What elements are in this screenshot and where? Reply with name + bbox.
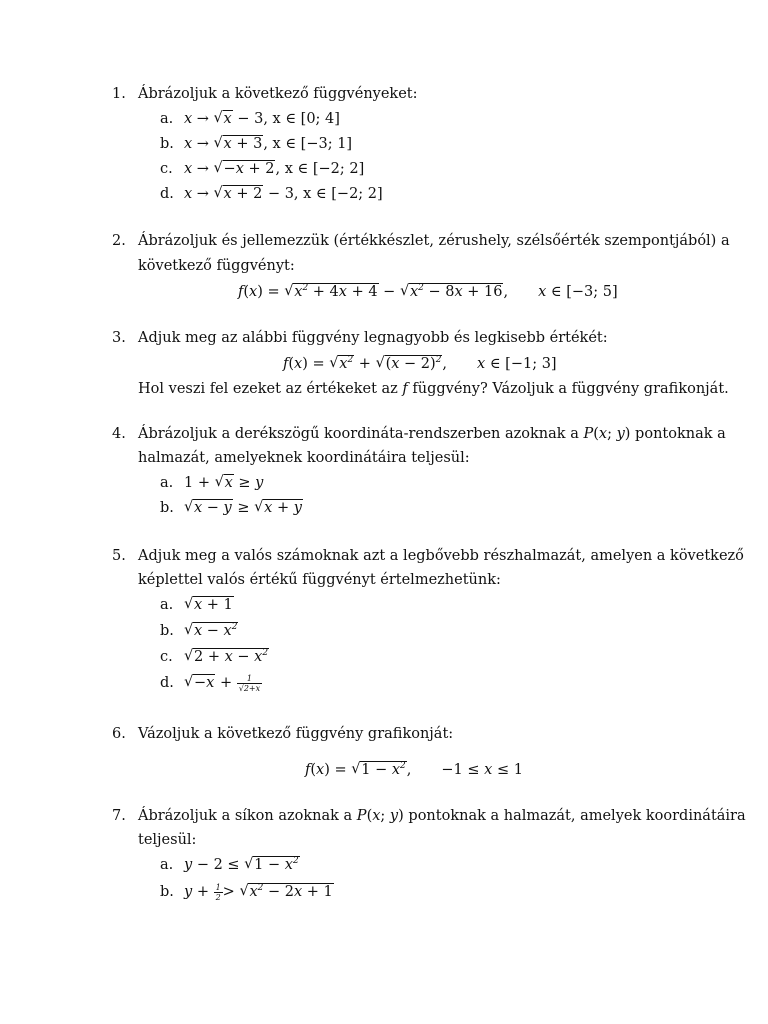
problem-followup: Hol veszi fel ezeket az értékeket az f függvény? Vázoljuk a függvény grafikonját. [138,381,729,397]
formula: f(x) = √ $x^2 + 4x + 4$ − √ $x^2 - 8x + 16$, x ∈ [−3; 5] [238,282,618,302]
item-expression: √ $x - x^2$ [184,621,238,641]
problem-text: halmazát, amelyeknek koordinátáira teljesül: [138,450,470,466]
item-label: a. [160,857,174,873]
item-label: b. [160,623,174,639]
problem-text: Vázoljuk a következő függvény grafikonját: [138,726,454,742]
item-label: c. [160,161,173,177]
problem-number: 3. [112,330,126,346]
item-expression: x → √ x + 3, x ∈ [−3; 1] [184,134,352,154]
problem-number: 4. [112,426,126,442]
item-expression: x → √ −x + 2, x ∈ [−2; 2] [184,159,364,179]
problem-text: Adjuk meg a valós számoknak azt a legbővebb részhalmazát, amelyen a következő [138,548,744,564]
problem-text: Ábrázoljuk és jellemezzük (értékkészlet, zérushely, szélsőérték szempontjából) a [138,233,730,249]
problem-number: 2. [112,233,126,249]
item-label: a. [160,475,174,491]
item-expression [184,109,340,129]
item-expression: x → √ x + 2 − 3, x ∈ [−2; 2] [184,184,383,204]
item-expression: y + $\frac{1}{2}$ > √ $x^2 - 2x + 1$ [184,882,334,902]
problem-text: teljesül: [138,832,197,848]
formula: f(x) = √ $1 - x^2$, −1 ≤ x ≤ 1 [305,760,523,780]
problem-number: 1. [112,86,126,102]
problem-number: 7. [112,808,126,824]
item-label: d. [160,186,174,202]
item-expression: √ x − y ≥ √ x + y [184,498,303,518]
item-expression: √ x + 1 [184,595,234,615]
item-label: b. [160,500,174,516]
problem-text: Adjuk meg az alábbi függvény legnagyobb és legkisebb értékét: [138,330,608,346]
item-label: a. [160,597,174,613]
item-label: b. [160,884,174,900]
item-expression: y − 2 ≤ √ $1 - x^2$ [184,855,300,875]
item-expression: 1 + √ x ≥ y [184,473,263,493]
item-label: b. [160,136,174,152]
item-label: d. [160,675,174,691]
item-label: c. [160,649,173,665]
problem-text: képlettel valós értékű függvényt értelmezhetünk: [138,572,501,588]
item-label: a. [160,111,174,127]
problem-number: 5. [112,548,126,564]
problem-number: 6. [112,726,126,742]
item-expression: √ −x + $\frac{1}{√2+x}$ [184,673,262,693]
problem-text: Ábrázoljuk a síkon azoknak a P(x; y) pontoknak a halmazát, amelyek koordinátáira [138,808,746,824]
problem-text: következő függvényt: [138,258,295,274]
expr-text: x → √ x − 3, x ∈ [0; 4] [184,111,340,127]
formula: f(x) = √ $x^2$ + √ $(x - 2)^2$, x ∈ [−1; 3] [283,354,557,374]
problem-text: Ábrázoljuk a következő függvényeket: [138,86,418,102]
item-expression: √ $2 + x - x^2$ [184,647,269,667]
problem-text: Ábrázoljuk a derékszögű koordináta-rendszerben azoknak a P(x; y) pontoknak a [138,426,726,442]
